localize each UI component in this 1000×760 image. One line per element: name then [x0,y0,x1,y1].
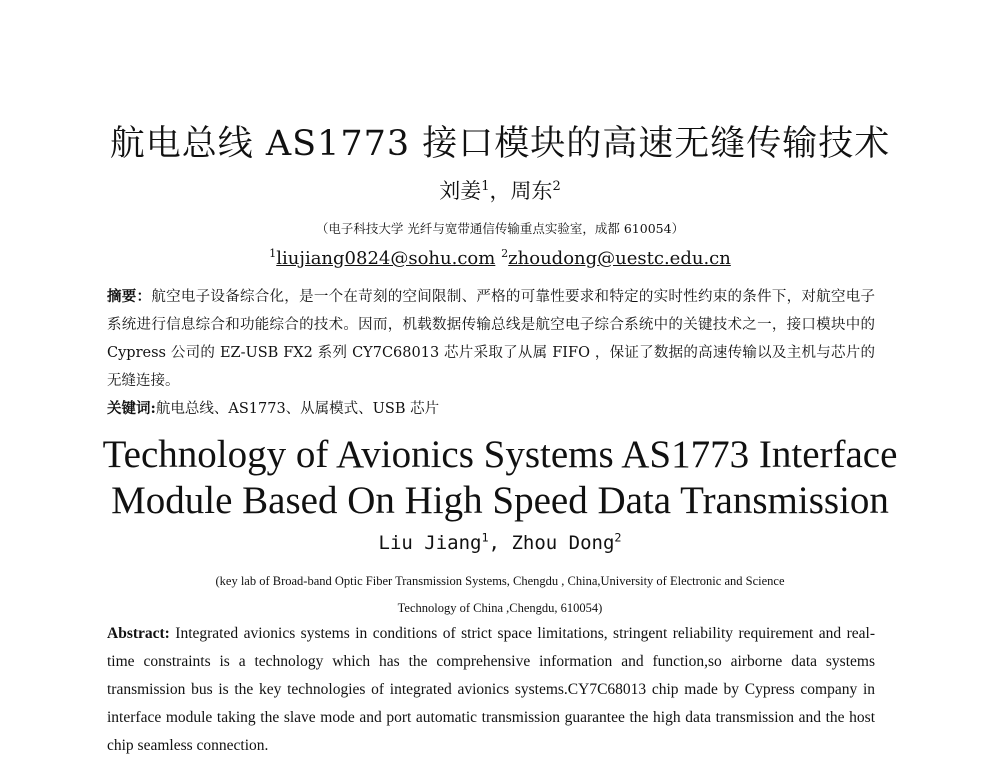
chinese-abstract-label: 摘要： [107,288,152,305]
chinese-author-separator: ， [489,179,511,203]
english-abstract [107,620,875,760]
chinese-affiliation: （电子科技大学 光纤与宽带通信传输重点实验室，成都 610054） [315,221,685,236]
english-abstract-label: Abstract: [107,625,170,642]
email-2-link[interactable]: zhoudong@uestc.edu.cn [508,248,731,269]
english-author-1-mark: 1 [481,530,489,545]
chinese-author-1: 刘姜 [439,179,482,203]
english-title-line-2: Module Based On High Speed Data Transmission [111,479,889,522]
english-author-2: Zhou Dong [511,532,615,554]
email-1-link[interactable]: liujiang0824@sohu.com [276,248,496,269]
chinese-author-1-mark: 1 [481,179,490,194]
english-title-line-1: Technology of Avionics Systems AS1773 Interface [102,433,898,476]
english-affiliation-line-2: Technology of China ,Chengdu, 610054) [397,601,603,615]
chinese-author-2-mark: 2 [552,179,561,194]
chinese-keywords-label: 关键词: [107,400,156,417]
chinese-abstract-text: 航空电子设备综合化，是一个在苛刻的空间限制、严格的可靠性要求和特定的实时性约束的条件下，对航空电子系统进行信息综合和功能综合的技术。因而，机载数据传输总线是航空电子综合系统中的关键技术之一，接口模块中的 Cypress 公司的 EZ-USB FX2 系列 CY7C68013 芯片采取了从属 FIFO ，保证了数据的高速传输以及主机与芯片的无缝连接。 [107,289,876,389]
chinese-keywords-text: 航电总线、AS1773、从属模式、USB 芯片 [155,401,440,417]
chinese-authors [0,175,1000,205]
email-2-mark: 2 [501,247,509,260]
english-affiliation-line-1: (key lab of Broad-band Optic Fiber Transmission Systems, Chengdu , China,University of Electronic and Science [215,574,785,588]
english-abstract-text: Integrated avionics systems in conditions of strict space limitations, stringent reliability requirement and real-time constraints is a technology which has the comprehensive information and function,so airborne data systems transmission bus is the key technologies of integrated avionics systems.CY7C68013 chip made by Cypress company in interface module taking the slave mode and port automatic transmission guarantee the high data transmission and the host chip seamless connection. [107,625,875,754]
english-affiliation [120,568,880,622]
english-author-1: Liu Jiang [378,532,482,554]
author-emails [0,248,1000,269]
english-title [0,432,1000,524]
chinese-title: 航电总线 AS1773 接口模块的高速无缝传输技术 [109,124,891,164]
chinese-abstract [107,283,875,395]
english-author-2-mark: 2 [614,530,622,545]
chinese-author-2: 周东 [510,179,553,203]
english-authors [0,532,1000,554]
email-1-mark: 1 [269,247,277,260]
chinese-keywords [107,395,875,423]
english-author-separator: , [488,532,512,554]
